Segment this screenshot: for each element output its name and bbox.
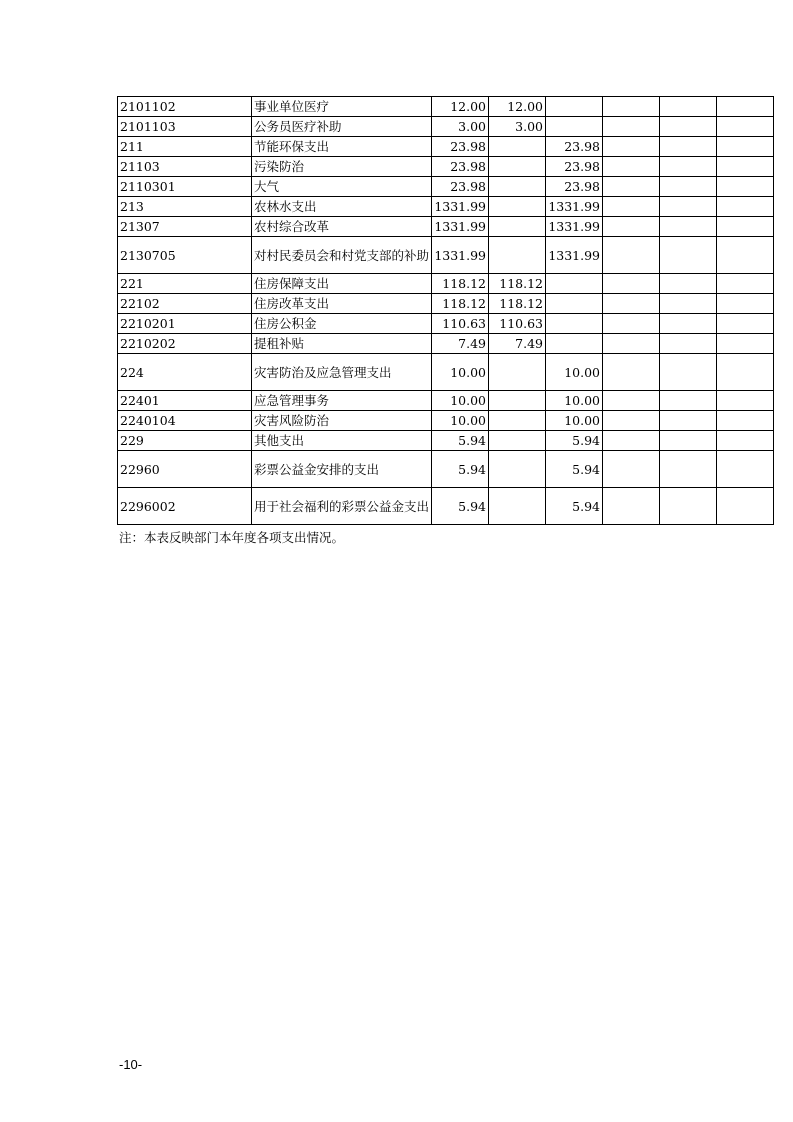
cell-total: 7.49 bbox=[432, 334, 489, 354]
cell-name: 事业单位医疗 bbox=[252, 97, 432, 117]
cell-col6 bbox=[660, 274, 717, 294]
cell-col5 bbox=[603, 334, 660, 354]
cell-col7 bbox=[717, 177, 774, 197]
cell-total: 118.12 bbox=[432, 274, 489, 294]
cell-name: 应急管理事务 bbox=[252, 391, 432, 411]
cell-name: 用于社会福利的彩票公益金支出 bbox=[252, 488, 432, 525]
cell-basic bbox=[489, 411, 546, 431]
cell-col5 bbox=[603, 177, 660, 197]
cell-total: 10.00 bbox=[432, 411, 489, 431]
expenditure-table bbox=[117, 96, 774, 525]
cell-col5 bbox=[603, 197, 660, 217]
cell-total: 23.98 bbox=[432, 137, 489, 157]
cell-project bbox=[546, 274, 603, 294]
cell-col7 bbox=[717, 217, 774, 237]
cell-col6 bbox=[660, 451, 717, 488]
cell-total: 5.94 bbox=[432, 451, 489, 488]
cell-col6 bbox=[660, 157, 717, 177]
cell-col7 bbox=[717, 391, 774, 411]
cell-project: 5.94 bbox=[546, 488, 603, 525]
cell-col5 bbox=[603, 217, 660, 237]
cell-basic bbox=[489, 157, 546, 177]
table-row bbox=[118, 197, 774, 217]
cell-basic: 118.12 bbox=[489, 294, 546, 314]
cell-total: 12.00 bbox=[432, 97, 489, 117]
cell-col7 bbox=[717, 411, 774, 431]
cell-col7 bbox=[717, 451, 774, 488]
cell-name: 住房保障支出 bbox=[252, 274, 432, 294]
cell-code: 221 bbox=[118, 274, 252, 294]
cell-code: 22102 bbox=[118, 294, 252, 314]
table-row bbox=[118, 117, 774, 137]
cell-col6 bbox=[660, 177, 717, 197]
cell-col5 bbox=[603, 391, 660, 411]
cell-code: 21103 bbox=[118, 157, 252, 177]
cell-name: 对村民委员会和村党支部的补助 bbox=[252, 237, 432, 274]
cell-basic bbox=[489, 488, 546, 525]
cell-col5 bbox=[603, 488, 660, 525]
cell-col6 bbox=[660, 411, 717, 431]
cell-basic bbox=[489, 354, 546, 391]
cell-project: 5.94 bbox=[546, 451, 603, 488]
cell-col7 bbox=[717, 157, 774, 177]
table-row bbox=[118, 237, 774, 274]
cell-col5 bbox=[603, 157, 660, 177]
cell-code: 2101103 bbox=[118, 117, 252, 137]
table-note: 注：本表反映部门本年度各项支出情况。 bbox=[119, 530, 345, 545]
cell-basic bbox=[489, 391, 546, 411]
cell-col6 bbox=[660, 354, 717, 391]
cell-col7 bbox=[717, 431, 774, 451]
table-row bbox=[118, 217, 774, 237]
cell-col5 bbox=[603, 294, 660, 314]
cell-project: 1331.99 bbox=[546, 217, 603, 237]
cell-total: 10.00 bbox=[432, 354, 489, 391]
cell-code: 2210201 bbox=[118, 314, 252, 334]
cell-col6 bbox=[660, 117, 717, 137]
cell-col6 bbox=[660, 137, 717, 157]
cell-name: 大气 bbox=[252, 177, 432, 197]
cell-project bbox=[546, 117, 603, 137]
table-row bbox=[118, 314, 774, 334]
cell-name: 灾害防治及应急管理支出 bbox=[252, 354, 432, 391]
cell-col5 bbox=[603, 274, 660, 294]
cell-project bbox=[546, 334, 603, 354]
cell-col6 bbox=[660, 431, 717, 451]
cell-name: 农林水支出 bbox=[252, 197, 432, 217]
table-row bbox=[118, 488, 774, 525]
cell-name: 农村综合改革 bbox=[252, 217, 432, 237]
cell-name: 灾害风险防治 bbox=[252, 411, 432, 431]
cell-total: 110.63 bbox=[432, 314, 489, 334]
cell-basic bbox=[489, 197, 546, 217]
cell-col5 bbox=[603, 451, 660, 488]
cell-total: 10.00 bbox=[432, 391, 489, 411]
cell-basic bbox=[489, 431, 546, 451]
cell-total: 1331.99 bbox=[432, 217, 489, 237]
cell-basic bbox=[489, 137, 546, 157]
cell-project bbox=[546, 314, 603, 334]
cell-code: 211 bbox=[118, 137, 252, 157]
cell-col7 bbox=[717, 237, 774, 274]
cell-project: 10.00 bbox=[546, 411, 603, 431]
cell-col5 bbox=[603, 354, 660, 391]
table-row bbox=[118, 294, 774, 314]
cell-total: 118.12 bbox=[432, 294, 489, 314]
cell-name: 其他支出 bbox=[252, 431, 432, 451]
cell-col7 bbox=[717, 354, 774, 391]
cell-basic bbox=[489, 177, 546, 197]
cell-basic: 7.49 bbox=[489, 334, 546, 354]
table-row bbox=[118, 354, 774, 391]
cell-name: 提租补贴 bbox=[252, 334, 432, 354]
cell-project: 23.98 bbox=[546, 137, 603, 157]
cell-code: 22401 bbox=[118, 391, 252, 411]
cell-code: 21307 bbox=[118, 217, 252, 237]
cell-col6 bbox=[660, 488, 717, 525]
cell-code: 213 bbox=[118, 197, 252, 217]
cell-col6 bbox=[660, 294, 717, 314]
cell-name: 公务员医疗补助 bbox=[252, 117, 432, 137]
cell-name: 彩票公益金安排的支出 bbox=[252, 451, 432, 488]
cell-col5 bbox=[603, 117, 660, 137]
cell-col7 bbox=[717, 294, 774, 314]
cell-col6 bbox=[660, 197, 717, 217]
cell-total: 1331.99 bbox=[432, 197, 489, 217]
cell-total: 5.94 bbox=[432, 488, 489, 525]
table-row bbox=[118, 391, 774, 411]
table-row bbox=[118, 431, 774, 451]
cell-col5 bbox=[603, 431, 660, 451]
cell-col6 bbox=[660, 391, 717, 411]
table-row bbox=[118, 451, 774, 488]
table-row bbox=[118, 411, 774, 431]
cell-total: 5.94 bbox=[432, 431, 489, 451]
cell-col6 bbox=[660, 217, 717, 237]
cell-basic bbox=[489, 217, 546, 237]
cell-total: 1331.99 bbox=[432, 237, 489, 274]
cell-name: 住房改革支出 bbox=[252, 294, 432, 314]
cell-col7 bbox=[717, 488, 774, 525]
cell-col7 bbox=[717, 334, 774, 354]
cell-name: 节能环保支出 bbox=[252, 137, 432, 157]
cell-col5 bbox=[603, 314, 660, 334]
cell-code: 2110301 bbox=[118, 177, 252, 197]
table-row bbox=[118, 157, 774, 177]
cell-project: 23.98 bbox=[546, 177, 603, 197]
cell-project: 1331.99 bbox=[546, 197, 603, 217]
cell-project: 10.00 bbox=[546, 391, 603, 411]
cell-code: 229 bbox=[118, 431, 252, 451]
table-row bbox=[118, 274, 774, 294]
cell-project: 10.00 bbox=[546, 354, 603, 391]
table-row bbox=[118, 334, 774, 354]
table-row bbox=[118, 177, 774, 197]
cell-code: 2240104 bbox=[118, 411, 252, 431]
cell-project: 23.98 bbox=[546, 157, 603, 177]
cell-code: 224 bbox=[118, 354, 252, 391]
cell-col6 bbox=[660, 237, 717, 274]
cell-code: 2130705 bbox=[118, 237, 252, 274]
cell-name: 住房公积金 bbox=[252, 314, 432, 334]
cell-total: 23.98 bbox=[432, 177, 489, 197]
cell-col7 bbox=[717, 97, 774, 117]
cell-code: 2101102 bbox=[118, 97, 252, 117]
table-row bbox=[118, 97, 774, 117]
cell-basic bbox=[489, 237, 546, 274]
cell-col7 bbox=[717, 117, 774, 137]
cell-col7 bbox=[717, 274, 774, 294]
cell-project bbox=[546, 97, 603, 117]
cell-col7 bbox=[717, 137, 774, 157]
cell-basic: 3.00 bbox=[489, 117, 546, 137]
cell-col6 bbox=[660, 334, 717, 354]
cell-basic: 12.00 bbox=[489, 97, 546, 117]
cell-col7 bbox=[717, 314, 774, 334]
table-row bbox=[118, 137, 774, 157]
cell-col5 bbox=[603, 137, 660, 157]
cell-col5 bbox=[603, 97, 660, 117]
cell-project bbox=[546, 294, 603, 314]
cell-code: 2210202 bbox=[118, 334, 252, 354]
cell-basic: 110.63 bbox=[489, 314, 546, 334]
cell-code: 22960 bbox=[118, 451, 252, 488]
cell-basic bbox=[489, 451, 546, 488]
cell-col6 bbox=[660, 314, 717, 334]
cell-project: 1331.99 bbox=[546, 237, 603, 274]
cell-col7 bbox=[717, 197, 774, 217]
cell-basic: 118.12 bbox=[489, 274, 546, 294]
page-number: -10- bbox=[119, 1057, 143, 1072]
cell-total: 23.98 bbox=[432, 157, 489, 177]
cell-col6 bbox=[660, 97, 717, 117]
cell-name: 污染防治 bbox=[252, 157, 432, 177]
table-body bbox=[118, 97, 774, 525]
cell-code: 2296002 bbox=[118, 488, 252, 525]
cell-project: 5.94 bbox=[546, 431, 603, 451]
cell-total: 3.00 bbox=[432, 117, 489, 137]
cell-col5 bbox=[603, 411, 660, 431]
cell-col5 bbox=[603, 237, 660, 274]
